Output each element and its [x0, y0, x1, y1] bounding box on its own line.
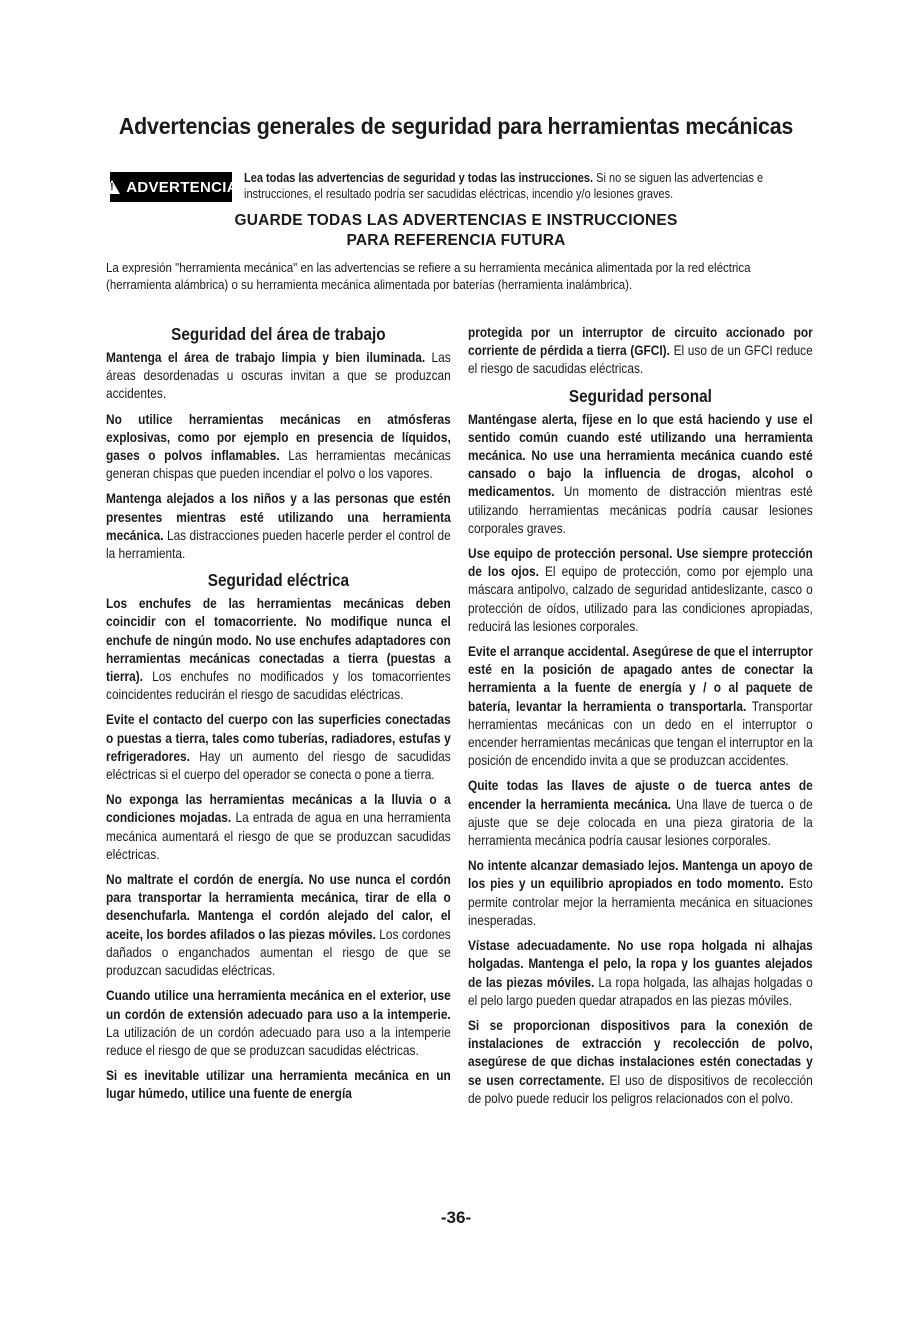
paragraph — [106, 791, 451, 864]
paragraph — [106, 349, 451, 404]
warning-body: Si no se siguen las advertencias e instrucciones, el resultado podría ser sacudidas eléctricas, incendio y/o lesiones graves. — [244, 171, 764, 201]
save-heading-1: GUARDE TODAS LAS ADVERTENCIAS E INSTRUCCIONES — [234, 212, 678, 229]
paragraph-bold: Manténgase alerta, fíjese en lo que está haciendo y use el sentido común cuando esté utilizando una herramienta mecánica. No use una herramienta mecánica cuando esté cansado o bajo la influencia de drogas, alcohol o medicamentos. — [468, 411, 813, 500]
warning-badge-label: ADVERTENCIA — [126, 178, 238, 196]
warning-badge — [110, 172, 238, 202]
left-column — [106, 320, 498, 1111]
paragraph-text: La entrada de agua en una herramienta mecánica aumentará el riesgo de que se produzcan sacudidas eléctricas. — [106, 810, 451, 862]
right-column — [468, 320, 860, 1115]
paragraph — [468, 324, 813, 379]
paragraph-text: Un momento de distracción mientras esté utilizando herramientas mecánicas podría causar lesiones corporales graves. — [468, 484, 813, 536]
intro-paragraph: La expresión "herramienta mecánica" en las advertencias se refiere a su herramienta mecánica alimentada por la red eléctrica (herramienta alámbrica) o su herramienta mecánica alimentada por baterías (herramienta inalámbrica). — [106, 260, 751, 292]
paragraph — [106, 1067, 451, 1103]
paragraph — [106, 595, 451, 704]
paragraph — [468, 545, 813, 636]
save-heading-2: PARA REFERENCIA FUTURA — [346, 232, 566, 249]
paragraph-bold: Los enchufes de las herramientas mecánicas deben coincidir con el tomacorriente. No modifique nunca el enchufe de ningún modo. No use enchufes adaptadores con herramientas mecánicas conectadas a tierra (puestas a tierra). — [106, 596, 451, 685]
paragraph-text: Las áreas desordenadas u oscuras invitan a que se produzcan accidentes. — [106, 350, 451, 402]
page-number: -36- — [440, 1208, 472, 1227]
paragraph — [468, 937, 813, 1010]
paragraph-text: La utilización de un cordón adecuado para uso a la intemperie reduce el riesgo de que se produzcan sacudidas eléctricas. — [106, 1024, 451, 1058]
paragraph-bold: Evite el contacto del cuerpo con las superficies conectadas o puestas a tierra, tales como tuberías, radiadores, estufas y refrigeradores. — [106, 712, 451, 764]
paragraph — [468, 643, 813, 770]
paragraph-text: Transportar herramientas mecánicas con un dedo en el interruptor o encender herramientas mecánicas que tengan el interruptor en la posición de encendido invita a que se produzcan accidentes. — [468, 698, 813, 769]
paragraph — [468, 1017, 813, 1108]
paragraph-bold: Evite el arranque accidental. Asegúrese de que el interruptor esté en la posición de apagado antes de conectar la herramienta a la fuente de energía y / o al paquete de batería, levantar la herramienta o transportarla. — [468, 644, 813, 714]
warning-text — [244, 170, 807, 202]
paragraph-text: El uso de un GFCI reduce el riesgo de sacudidas eléctricas. — [468, 343, 813, 377]
paragraph-bold: protegida por un interruptor de circuito accionado por corriente de pérdida a tierra (GFCI). — [468, 325, 813, 359]
section-heading-personal: Seguridad personal — [568, 385, 712, 406]
paragraph — [106, 711, 451, 784]
paragraph-bold: Mantenga el área de trabajo limpia y bien iluminada. — [106, 350, 426, 365]
paragraph — [106, 411, 451, 484]
page-title: Advertencias generales de seguridad para herramientas mecánicas — [118, 113, 794, 139]
paragraph-text: Las distracciones pueden hacerle perder el control de la herramienta. — [106, 527, 451, 562]
paragraph-bold: Si es inevitable utilizar una herramienta mecánica en un lugar húmedo, utilice una fuente de energía — [106, 1068, 451, 1102]
paragraph-bold: Cuando utilice una herramienta mecánica en el exterior, use un cordón de extensión adecuado para uso a la intemperie. — [106, 988, 451, 1022]
paragraph-bold: Vístase adecuadamente. No use ropa holgada ni alhajas holgadas. Mantenga el pelo, la ropa y los guantes alejados de las piezas móviles. — [468, 938, 813, 990]
warning-triangle-icon — [104, 180, 120, 194]
paragraph — [468, 777, 813, 850]
paragraph — [468, 411, 813, 538]
paragraph-bold: Mantenga alejados a los niños y a las personas que estén presentes mientras esté utilizando una herramienta mecánica. — [106, 491, 451, 543]
paragraph-text: El equipo de protección, como por ejemplo una máscara antipolvo, calzado de seguridad antideslizante, casco o protección de oídos, utilizado para las condiciones apropiadas, reducirá las lesiones corporales. — [468, 564, 813, 634]
paragraph-text: La ropa holgada, las alhajas holgadas o el pelo largo pueden quedar atrapados en las piezas móviles. — [468, 974, 813, 1008]
paragraph-text: Las herramientas mecánicas generan chispas que pueden incendiar el polvo o los vapores. — [106, 448, 451, 482]
paragraph-bold: No exponga las herramientas mecánicas a la lluvia o a condiciones mojadas. — [106, 792, 451, 826]
paragraph-bold: Quite todas las llaves de ajuste o de tuerca antes de encender la herramienta mecánica. — [468, 778, 813, 812]
paragraph-text: Hay un aumento del riesgo de sacudidas eléctricas si el cuerpo del operador se conecta o pone a tierra. — [106, 748, 451, 783]
section-heading-work-area: Seguridad del área de trabajo — [171, 324, 386, 344]
section-heading-electrical: Seguridad eléctrica — [207, 570, 350, 591]
warning-bold: Lea todas las advertencias de seguridad y todas las instrucciones. — [244, 171, 594, 185]
warning-block — [110, 170, 810, 210]
paragraph-text: Los cordones dañados o enganchados aumentan el riesgo de que se produzcan sacudidas eléctricas. — [106, 926, 451, 979]
paragraph — [106, 871, 451, 980]
paragraph — [468, 857, 813, 930]
paragraph-bold: No utilice herramientas mecánicas en atmósferas explosivas, como por ejemplo en presencia de líquidos, gases o polvos inflamables. — [106, 411, 451, 464]
paragraph-bold: No intente alcanzar demasiado lejos. Mantenga un apoyo de los pies y un equilibrio apropiados en todo momento. — [468, 858, 813, 892]
paragraph — [106, 490, 451, 563]
paragraph-bold: Use equipo de protección personal. Use siempre protección de los ojos. — [468, 546, 813, 580]
paragraph-text: Una llave de tuerca o de ajuste que se deje colocada en una pieza giratoria de la herramienta mecánica podría causar lesiones corporales. — [468, 796, 813, 849]
paragraph-bold: Si se proporcionan dispositivos para la conexión de instalaciones de extracción y recolección de polvo, asegúrese de que dichas instalaciones estén conectadas y se usen correctamente. — [468, 1017, 813, 1088]
paragraph — [106, 987, 451, 1060]
paragraph-text: El uso de dispositivos de recolección de polvo puede reducir los peligros relacionados con el polvo. — [468, 1072, 813, 1106]
paragraph-text: Los enchufes no modificados y los tomacorrientes coincidentes reducirán el riesgo de sacudidas eléctricas. — [106, 669, 451, 703]
paragraph-bold: No maltrate el cordón de energía. No use nunca el cordón para transportar la herramienta mecánica, tirar de ella o desenchufarla. Mantenga el cordón alejado del calor, el aceite, los bordes afilados o las piezas móviles. — [106, 872, 451, 942]
paragraph-text: Esto permite controlar mejor la herramienta mecánica en situaciones inesperadas. — [468, 876, 813, 928]
